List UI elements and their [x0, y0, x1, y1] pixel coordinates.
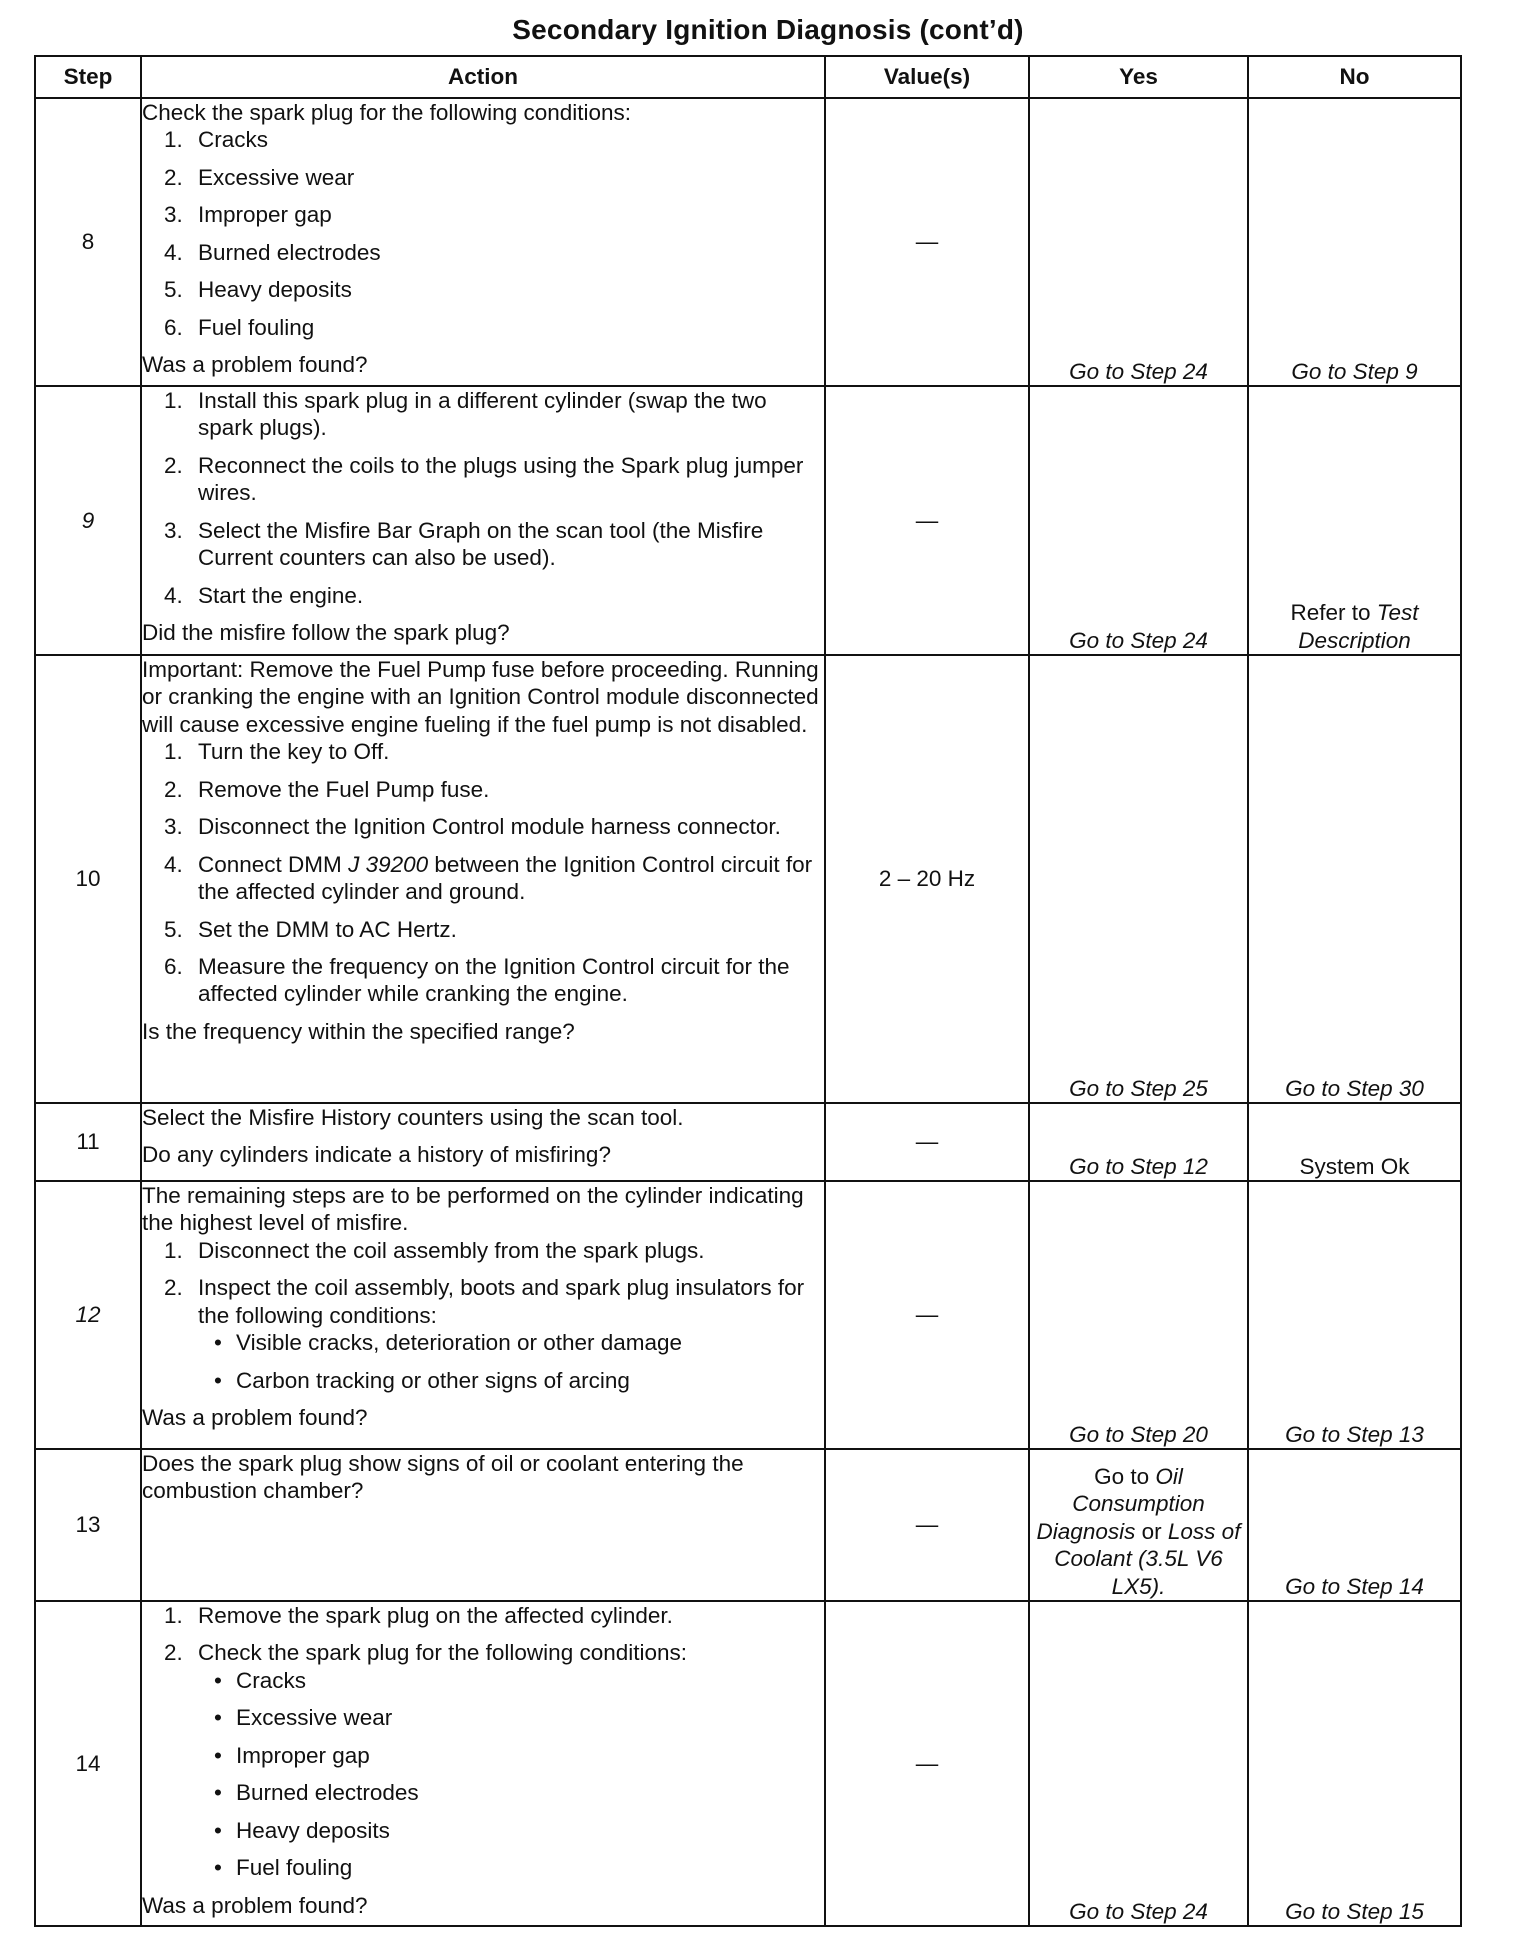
list-item: 3. Disconnect the Ignition Control module harness connector.	[164, 814, 781, 840]
action-list	[142, 1237, 824, 1394]
table-row	[35, 1103, 1461, 1181]
list-item: 2. Check the spark plug for the following conditions: • Cracks • Excessive wear • Improper gap • Burned electrodes • Heavy deposits • Fuel fouling	[142, 1639, 824, 1881]
list-item: • Fuel fouling	[214, 1855, 353, 1881]
action-question: Was a problem found?	[142, 1405, 368, 1431]
header-yes: Yes	[1029, 56, 1248, 98]
yes-or: or	[1141, 1518, 1162, 1544]
action-question: Did the misfire follow the spark plug?	[142, 620, 510, 646]
value-cell: —	[825, 386, 1029, 655]
condition-list	[198, 1329, 824, 1394]
list-item: 3. Select the Misfire Bar Graph on the scan tool (the Misfire Current counters can also be used).	[164, 517, 764, 571]
list-item: • Carbon tracking or other signs of arcing	[214, 1367, 630, 1393]
table-row	[35, 98, 1461, 386]
list-item: 2. Inspect the coil assembly, boots and spark plug insulators for the following conditions: • Visible cracks, deterioration or other damage • Carbon tracking or other signs of arcing	[142, 1274, 824, 1394]
action-list	[142, 1602, 824, 1882]
action-cell	[141, 1181, 825, 1449]
step-number: 12	[35, 1181, 141, 1449]
list-item: 4. Burned electrodes	[164, 239, 381, 265]
value-cell: 2 – 20 Hz	[825, 655, 1029, 1103]
action-cell	[141, 1103, 825, 1181]
loss-of-coolant-link[interactable]: Loss of Coolant (3.5L V6 LX5).	[1054, 1518, 1241, 1599]
yes-cell: Go to Step 24	[1029, 386, 1248, 655]
action-cell	[141, 1449, 825, 1601]
oil-consumption-link[interactable]: Oil Consumption Diagnosis	[1036, 1463, 1205, 1544]
list-item: 1. Install this spark plug in a different cylinder (swap the two spark plugs).	[164, 388, 767, 441]
step-number: 14	[35, 1601, 141, 1926]
table-row	[35, 386, 1461, 655]
value-cell: —	[825, 1103, 1029, 1181]
yes-cell	[1029, 1449, 1248, 1601]
list-item: 4. Connect DMM J 39200 between the Ignition Control circuit for the affected cylinder and ground.	[164, 851, 813, 905]
yes-cell: Go to Step 24	[1029, 98, 1248, 386]
list-item: 5. Heavy deposits	[164, 277, 352, 303]
list-item: • Improper gap	[214, 1742, 370, 1768]
table-row	[35, 655, 1461, 1103]
list-item: 5. Set the DMM to AC Hertz.	[164, 916, 457, 942]
step-number: 13	[35, 1449, 141, 1601]
important-note: Important: Remove the Fuel Pump fuse before proceeding. Running or cranking the engine with an Ignition Control module disconnected will cause excessive engine fueling if the fuel pump is not disabled.	[142, 657, 819, 737]
list-item: • Visible cracks, deterioration or other damage	[214, 1330, 683, 1356]
action-cell	[141, 655, 825, 1103]
action-question: Do any cylinders indicate a history of misfiring?	[142, 1142, 611, 1168]
yes-goto: Go to	[1094, 1463, 1150, 1489]
table-row	[35, 1181, 1461, 1449]
list-item: 1. Disconnect the coil assembly from the spark plugs.	[164, 1237, 705, 1263]
value-cell: —	[825, 1449, 1029, 1601]
page-title: Secondary Ignition Diagnosis (cont’d)	[512, 14, 1024, 45]
no-cell: Go to Step 14	[1248, 1449, 1461, 1601]
step-number: 9	[35, 386, 141, 655]
no-prefix: Refer to	[1290, 600, 1371, 626]
list-item: 6. Fuel fouling	[164, 314, 315, 340]
action-question: Was a problem found?	[142, 352, 368, 378]
tool-number: J 39200	[348, 851, 429, 877]
no-cell: Go to Step 13	[1248, 1181, 1461, 1449]
header-action: Action	[141, 56, 825, 98]
table-row	[35, 1601, 1461, 1926]
header-row	[35, 56, 1461, 98]
action-intro: The remaining steps are to be performed on the cylinder indicating the highest level of misfire.	[142, 1183, 804, 1236]
yes-cell: Go to Step 24	[1029, 1601, 1248, 1926]
action-list	[142, 387, 824, 609]
action-cell	[141, 1601, 825, 1926]
action-list	[142, 126, 824, 341]
action-question: Does the spark plug show signs of oil or coolant entering the combustion chamber?	[142, 1451, 744, 1504]
action-list	[142, 738, 824, 1008]
list-item: 2. Remove the Fuel Pump fuse.	[164, 776, 490, 802]
list-item: 1. Cracks	[164, 127, 269, 153]
list-item: • Burned electrodes	[214, 1780, 419, 1806]
no-cell: Go to Step 9	[1248, 98, 1461, 386]
no-cell: Go to Step 30	[1248, 655, 1461, 1103]
action-cell	[141, 386, 825, 655]
action-cell	[141, 98, 825, 386]
step-number: 10	[35, 655, 141, 1103]
header-step: Step	[35, 56, 141, 98]
yes-cell: Go to Step 25	[1029, 655, 1248, 1103]
list-item: 2. Reconnect the coils to the plugs using the Spark plug jumper wires.	[164, 452, 804, 506]
action-intro: Select the Misfire History counters using the scan tool.	[142, 1105, 684, 1130]
list-item: 4. Start the engine.	[164, 582, 364, 608]
list-item: • Excessive wear	[214, 1705, 393, 1731]
list-item: • Heavy deposits	[214, 1817, 390, 1843]
list-item: 2. Excessive wear	[164, 164, 355, 190]
list-item: • Cracks	[214, 1667, 307, 1693]
value-cell: —	[825, 1181, 1029, 1449]
yes-cell: Go to Step 20	[1029, 1181, 1248, 1449]
test-description-link[interactable]: Test Description	[1298, 600, 1419, 653]
step-number: 8	[35, 98, 141, 386]
yes-cell: Go to Step 12	[1029, 1103, 1248, 1181]
action-intro: Check the spark plug for the following conditions:	[142, 100, 632, 125]
header-no: No	[1248, 56, 1461, 98]
header-values: Value(s)	[825, 56, 1029, 98]
list-item: 6. Measure the frequency on the Ignition Control circuit for the affected cylinder while cranking the engine.	[164, 953, 790, 1007]
action-question: Was a problem found?	[142, 1892, 368, 1918]
no-cell	[1248, 386, 1461, 655]
table-row	[35, 1449, 1461, 1601]
list-item: 1. Remove the spark plug on the affected cylinder.	[164, 1603, 673, 1628]
action-question: Is the frequency within the specified range?	[142, 1018, 575, 1044]
value-cell: —	[825, 1601, 1029, 1926]
value-cell: —	[825, 98, 1029, 386]
list-item: 1. Turn the key to Off.	[164, 739, 390, 765]
no-cell: Go to Step 15	[1248, 1601, 1461, 1926]
condition-list	[198, 1667, 824, 1882]
diagnosis-table	[34, 55, 1462, 1927]
list-item: 3. Improper gap	[164, 202, 332, 228]
step-number: 11	[35, 1103, 141, 1181]
no-cell: System Ok	[1248, 1103, 1461, 1181]
